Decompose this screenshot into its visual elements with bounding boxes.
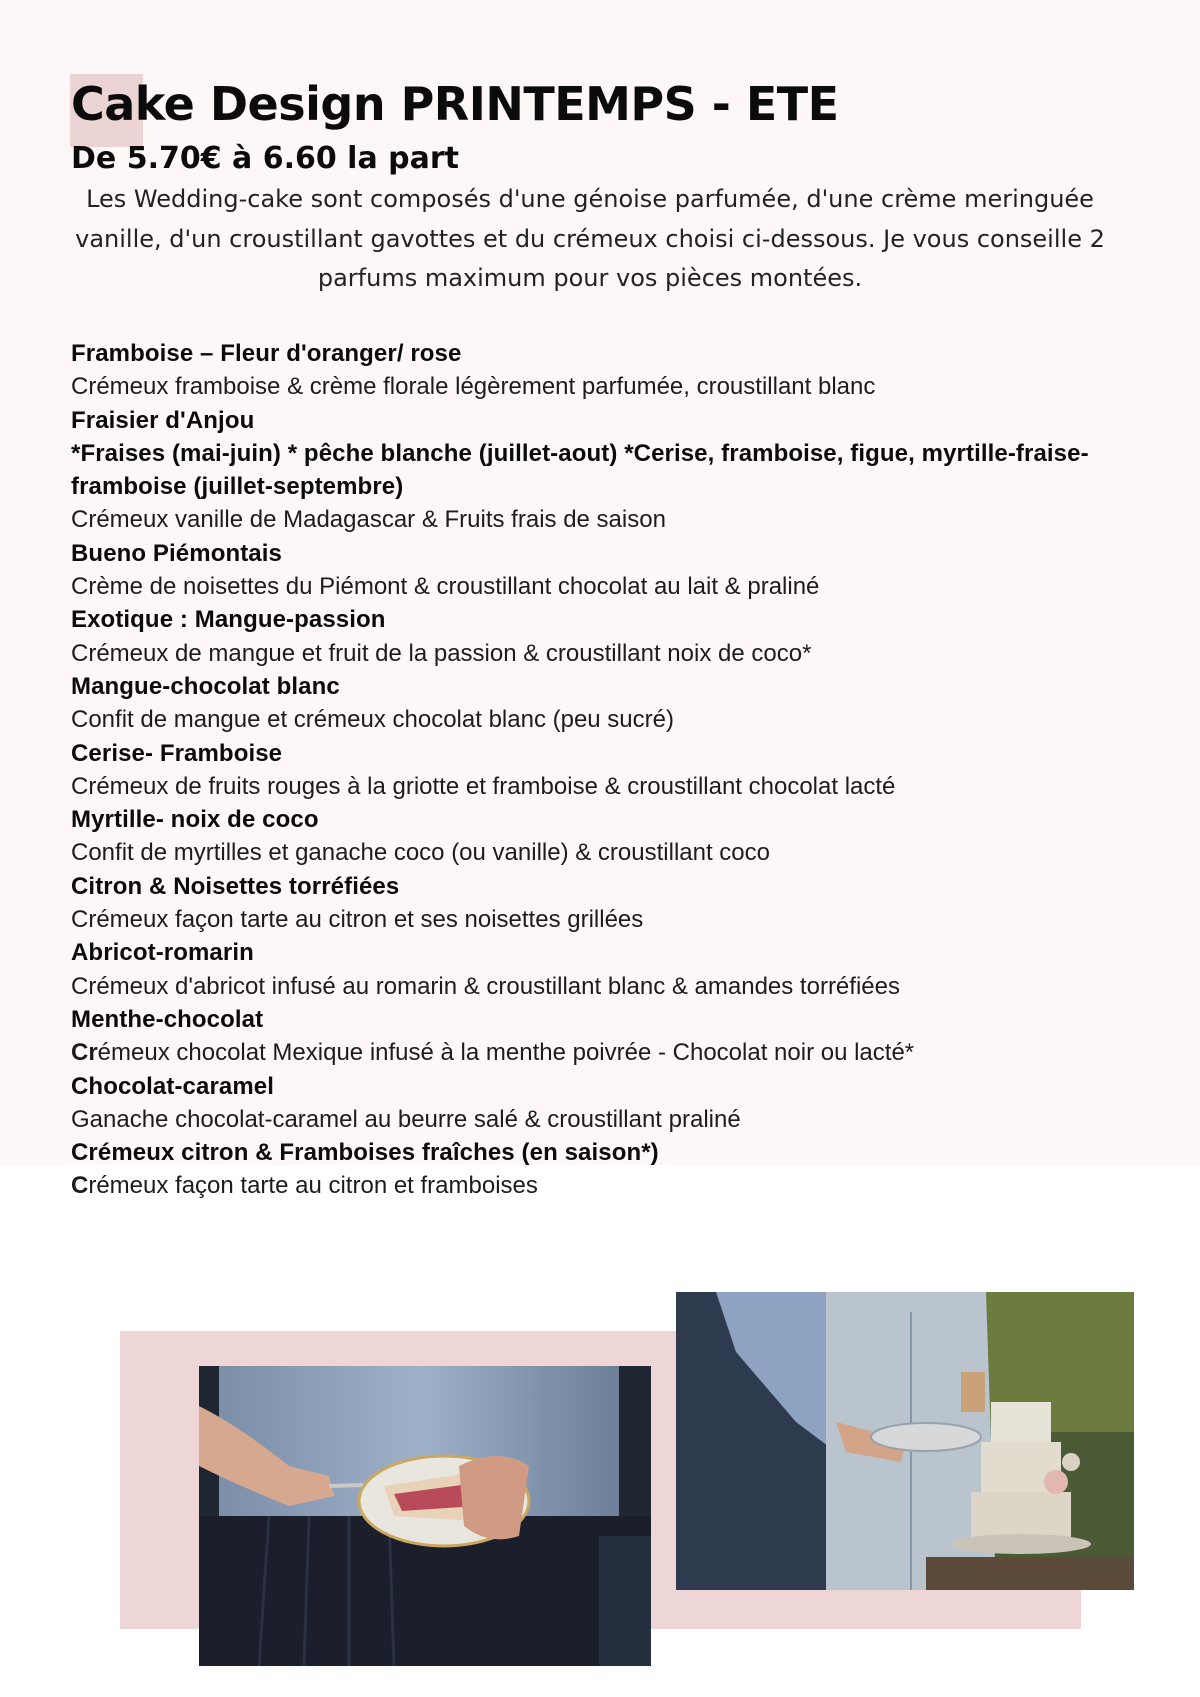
flavor-name: Bueno Piémontais xyxy=(71,539,282,567)
flavor-item xyxy=(71,870,1131,937)
cake-slice-photo xyxy=(199,1366,651,1666)
flavor-item xyxy=(71,1070,1131,1137)
flavor-name: Cerise- Framboise xyxy=(71,739,283,767)
flavor-description xyxy=(71,1036,1131,1069)
photo-couple-serving-wedding-cake-icon xyxy=(676,1292,1134,1590)
flavor-name: Mangue-chocolat blanc xyxy=(71,672,340,700)
flavor-description xyxy=(71,1169,1131,1202)
flavor-name: Chocolat-caramel xyxy=(71,1072,274,1100)
flavor-item xyxy=(71,737,1131,804)
flavor-name: Framboise – Fleur d'oranger/ rose xyxy=(71,340,462,367)
flavor-description: Crémeux façon tarte au citron et ses noisettes grillées xyxy=(71,906,644,934)
flavor-name: Crémeux citron & Framboises fraîches (en saison*) xyxy=(71,1139,659,1167)
flavor-item xyxy=(71,337,1131,404)
flavor-item xyxy=(71,1003,1131,1070)
flavor-name: Menthe-chocolat xyxy=(71,1005,264,1033)
flavor-description: Crémeux de mangue et fruit de la passion & croustillant noix de coco* xyxy=(71,639,812,667)
flavor-description: Ganache chocolat-caramel au beurre salé & croustillant praliné xyxy=(71,1105,741,1133)
price-subtitle: De 5.70€ à 6.60 la part xyxy=(71,141,460,176)
wedding-cake-photo xyxy=(676,1292,1134,1590)
flavor-description: Crémeux d'abricot infusé au romarin & croustillant blanc & amandes torréfiées xyxy=(71,972,900,1000)
flavor-description-initial: Cr xyxy=(71,1039,98,1067)
flavor-name: Abricot-romarin xyxy=(71,939,254,967)
photo-cake-slice-on-plate-icon xyxy=(199,1366,651,1666)
flavor-list xyxy=(71,337,1131,1203)
flavor-item xyxy=(71,404,1131,437)
flavor-description: Crémeux framboise & crème florale légèrement parfumée, croustillant blanc xyxy=(71,373,876,401)
flavor-item xyxy=(71,803,1131,870)
page-title: Cake Design PRINTEMPS - ETE xyxy=(71,77,839,131)
flavor-item xyxy=(71,537,1131,604)
flavor-item xyxy=(71,936,1131,1003)
flavor-item xyxy=(71,603,1131,670)
flavor-item xyxy=(71,1136,1131,1203)
flavor-description: Crème de noisettes du Piémont & croustillant chocolat au lait & praliné xyxy=(71,573,820,601)
flavor-description: Crémeux de fruits rouges à la griotte et framboise & croustillant chocolat lacté xyxy=(71,772,896,800)
flavor-item xyxy=(71,437,1131,537)
flavor-description-rest: rémeux façon tarte au citron et framboises xyxy=(88,1172,538,1200)
flavor-name: Myrtille- noix de coco xyxy=(71,806,319,834)
flavor-name: Fraisier d'Anjou xyxy=(71,406,255,434)
flavor-item xyxy=(71,670,1131,737)
flavor-description: Crémeux vanille de Madagascar & Fruits frais de saison xyxy=(71,506,666,534)
flavor-name: Citron & Noisettes torréfiées xyxy=(71,872,400,900)
flavor-description: Confit de myrtilles et ganache coco (ou vanille) & croustillant coco xyxy=(71,839,770,867)
flavor-name: *Fraises (mai-juin) * pêche blanche (juillet-aout) *Cerise, framboise, figue, myrtille-fraise-framboise (juillet-septembre) xyxy=(71,439,1089,501)
flavor-description-initial: C xyxy=(71,1172,89,1200)
intro-paragraph: Les Wedding-cake sont composés d'une génoise parfumée, d'une crème meringuée vanille, d'un croustillant gavottes et du crémeux choisi ci-dessous. Je vous conseille 2 parfums maximum pour vos pièces montées. xyxy=(75,185,1105,292)
flavor-name: Exotique : Mangue-passion xyxy=(71,606,386,634)
flavor-description-rest: émeux chocolat Mexique infusé à la menthe poivrée - Chocolat noir ou lacté* xyxy=(97,1039,915,1067)
flavor-description: Confit de mangue et crémeux chocolat blanc (peu sucré) xyxy=(71,706,674,734)
